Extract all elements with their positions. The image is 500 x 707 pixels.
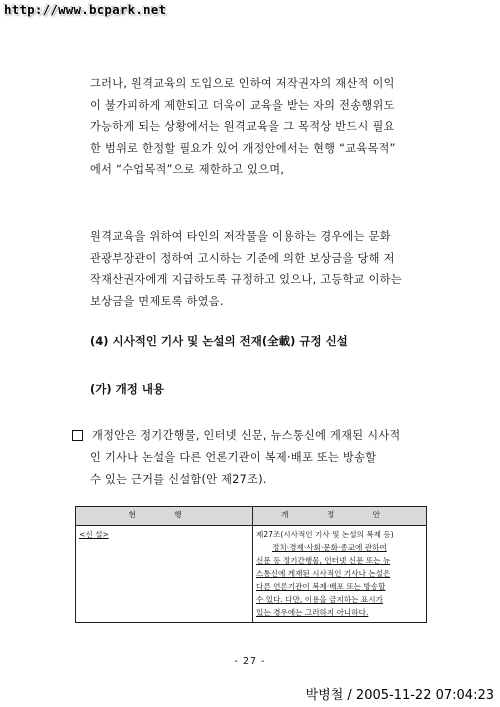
amendment-line: 있는 경우에는 그러하지 아니하다. <box>256 608 369 617</box>
amendment-line: 신문 등 정기간행물, 인터넷 신문 또는 뉴 <box>256 556 391 565</box>
header-current-law: 현 행 <box>76 507 253 526</box>
amendment-line: 다른 언론기관이 복제·배포 또는 방송할 <box>256 582 386 591</box>
checkbox-bullet-icon <box>72 430 83 441</box>
amendment-cell <box>253 526 427 623</box>
text-line: 그러나, 원격교육의 도입으로 인하여 저작권자의 재산적 이익 <box>90 77 395 90</box>
current-law-cell: <신 설> <box>76 526 253 623</box>
text-line: 수 있는 근거를 신설함(안 제27조). <box>90 473 267 486</box>
site-watermark: http://www.bcpark.net <box>4 2 167 17</box>
footer-stamp: 박병철 / 2005-11-22 07:04:23 <box>305 688 494 703</box>
header-amendment: 개 정 안 <box>253 507 427 526</box>
text-line: 한 범위로 한정할 필요가 있어 개정안에서는 현행 “교육목적” <box>90 141 396 155</box>
amendment-line: 제27조(시사적인 기사 및 논설의 복제 등) <box>256 530 394 539</box>
text-line: 이 불가피하게 제한되고 더욱이 교육을 받는 자의 전송행위도 <box>90 98 395 112</box>
text-line: 에서 “수업목적”으로 제한하고 있으며, <box>90 163 285 176</box>
text-line: 가능하게 되는 상황에서는 원격교육을 그 목적상 반드시 필요 <box>90 120 395 133</box>
page-number: - 27 - <box>234 656 266 667</box>
subsection-heading: (가) 개정 내용 <box>90 382 165 396</box>
paragraph-compensation <box>90 226 430 312</box>
section-heading: (4) 시사적인 기사 및 논설의 전재(全載) 규정 신설 <box>90 334 348 348</box>
comparison-table <box>75 506 427 623</box>
bullet-paragraph <box>88 425 438 491</box>
table-row <box>76 526 427 623</box>
paragraph-remote-education <box>90 73 430 181</box>
text-line: 원격교육을 위하여 타인의 저작물을 이용하는 경우에는 문화 <box>90 230 391 243</box>
amendment-line: 스통신에 게재된 시사적인 기사나 논설은 <box>256 569 391 578</box>
table-header-row <box>76 507 427 526</box>
text-line: 관광부장관이 정하여 고시하는 기준에 의한 보상금을 당해 저 <box>90 251 395 265</box>
text-line: 인 기사나 논설을 다른 언론기관이 복제·배포 또는 방송할 <box>90 451 377 464</box>
amendment-line: 수 있다. 다만, 이용을 금지하는 표시가 <box>256 595 383 604</box>
text-line: 작재산권자에게 지급하도록 규정하고 있으나, 고등학교 이하는 <box>90 273 402 286</box>
text-line: 보상금을 면제토록 하였음. <box>90 294 224 308</box>
amendment-line: 정치·경제·사회·문화·종교에 관하여 <box>272 543 387 552</box>
text-line: 개정안은 정기간행물, 인터넷 신문, 뉴스통신에 게재된 시사적 <box>92 429 401 442</box>
